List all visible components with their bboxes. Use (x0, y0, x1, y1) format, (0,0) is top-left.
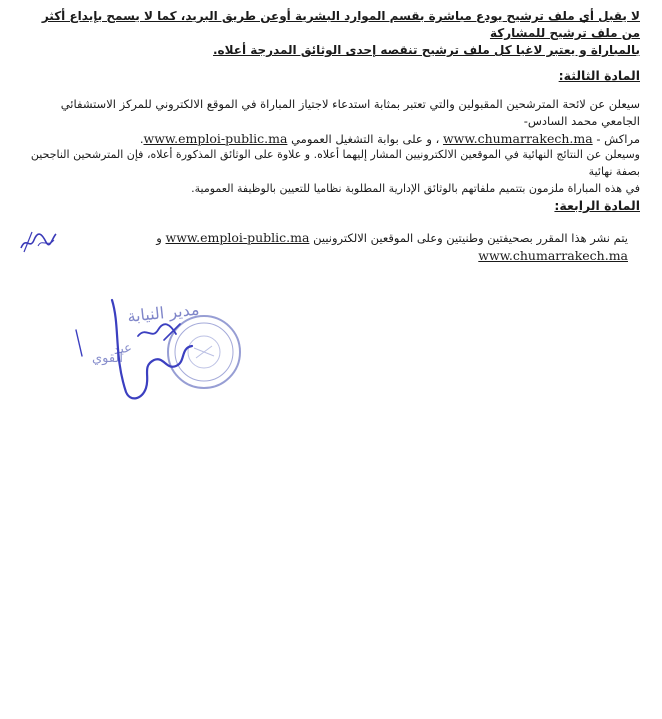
article-3-paragraph-1 (20, 96, 640, 148)
chumarrakech-link-2[interactable]: www.chumarrakech.ma (478, 248, 628, 263)
article-3-p2-line-2: في هذه المباراة ملزمون بتتميم ملفاتهم بالوثائق الإدارية المطلوبة نظاميا للتعيين بالوظيفة العمومية. (191, 182, 640, 195)
intro-line-1: لا يقبل أي ملف ترشيح يودع مباشرة بقسم الموارد البشرية أوعن طريق البريد، كما لا يسمح بإيداع أكثر من ملف ترشيح للمشاركة (41, 9, 640, 40)
stamp-icon (68, 296, 248, 408)
emploi-public-link[interactable]: www.emploi-public.ma (143, 131, 288, 146)
article-3-p1-period: . (139, 132, 144, 146)
svg-text:مدير النيابة: مدير النيابة (126, 299, 201, 326)
article-3-p1-city: مراكش - (596, 132, 640, 146)
article-3-p1-line-1: سيعلن عن لائحة المترشحين المقبولين والتي تعتبر بمثابة استدعاء لاجتياز المباراة في الموقع الالكتروني للمركز الاستشفائي الجامعي محمد السادس- (60, 97, 640, 128)
svg-text:عبد: عبد (112, 340, 133, 358)
emploi-public-link-2[interactable]: www.emploi-public.ma (165, 230, 310, 245)
article-4-paragraph (68, 229, 628, 265)
article-4-conjunction: و (156, 231, 162, 245)
article-3-p1-portal-text: ، و على بوابة التشغيل العمومي (291, 132, 440, 146)
svg-text:القوي: القوي (92, 351, 124, 366)
article-4-title: المادة الرابعة: (554, 198, 640, 213)
article-3-p2-line-1: وسيعلن عن النتائج النهائية في الموقعين الالكترونيين المشار إليهما أعلاه. و علاوة على الوثائق المذكورة أعلاه، فإن المترشحين الناجحين بصفة نهائية (30, 148, 640, 178)
article-3-title: المادة الثالثة: (558, 68, 640, 83)
article-3-paragraph-2 (20, 146, 640, 197)
intro-paragraph (20, 8, 640, 59)
intro-line-2: بالمباراة و يعتبر لاغيا كل ملف ترشيح تنقصه إحدى الوثائق المدرجة أعلاه. (213, 43, 640, 57)
initials-mark (18, 228, 58, 254)
signature-stamp (68, 296, 248, 408)
chumarrakech-link[interactable]: www.chumarrakech.ma (442, 131, 593, 146)
article-4-text: يتم نشر هذا المقرر بصحيفتين وطنيتين وعلى الموقعين الالكترونيين (313, 231, 628, 245)
